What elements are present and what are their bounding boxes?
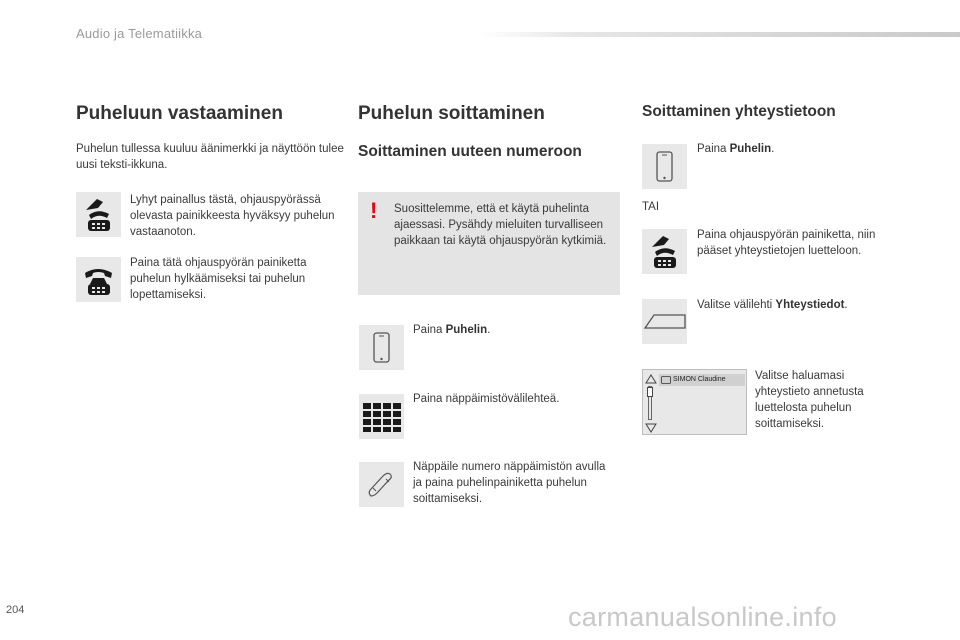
contacts-button-icon-box	[642, 229, 687, 274]
contacts-tab-step-text: Valitse välilehti Yhteystiedot.	[697, 299, 848, 311]
smartphone-icon	[642, 144, 687, 189]
phone-pickup-icon	[642, 229, 687, 274]
tab-shape-icon	[642, 299, 687, 344]
dial-step-text: Näppäile numero näppäimistön avulla ja paina puhelinpainiketta puhelun soittamiseksi.	[413, 461, 606, 505]
dial-button-icon-box	[359, 462, 404, 507]
heading-answer-call: Puheluun vastaaminen	[76, 103, 283, 124]
phone-tab-icon-box-3	[642, 144, 687, 189]
watermark: carmanualsonline.info	[568, 602, 837, 632]
heading-call-contact: Soittaminen yhteystietoon	[642, 103, 836, 120]
phone-tab-icon-box-2	[359, 325, 404, 370]
header-bar	[480, 32, 960, 37]
press-phone-text-2: Paina Puhelin.	[413, 324, 491, 336]
contact-name: SIMON Claudine	[673, 376, 726, 383]
keypad-icon	[359, 394, 404, 439]
contact-list-screen	[642, 369, 747, 435]
contacts-tab-icon-box	[642, 299, 687, 344]
subheading-new-number: Soittaminen uuteen numeroon	[358, 143, 582, 160]
page-number: 204	[6, 604, 25, 616]
contact-row	[659, 374, 745, 386]
heading-make-call: Puhelun soittaminen	[358, 103, 545, 124]
contact-card-icon	[661, 376, 671, 384]
scroll-up-icon	[645, 374, 657, 384]
select-contact-text: Valitse haluamasi yhteystieto annetusta luettelosta puhelun soittamiseksi.	[755, 370, 864, 430]
handset-outline-icon	[359, 462, 404, 507]
phone-hangup-icon	[76, 257, 121, 302]
smartphone-icon	[359, 325, 404, 370]
warning-icon: !	[370, 198, 378, 223]
reject-step-text: Paina tätä ohjauspyörän painiketta puhelun hylkäämiseksi tai puhelun lopettamiseksi.	[130, 257, 307, 301]
answer-step-text: Lyhyt painallus tästä, ohjauspyörässä olevasta painikkeesta hyväksyy puhelun vastaanoton.	[130, 194, 335, 238]
header-title: Audio ja Telematiikka	[76, 26, 203, 41]
keypad-tab-icon-box	[359, 394, 404, 439]
press-phone-text-3: Paina Puhelin.	[697, 143, 775, 155]
contacts-step-text: Paina ohjauspyörän painiketta, niin pääset yhteystietojen luetteloon.	[697, 229, 876, 257]
answer-button-icon-box	[76, 192, 121, 237]
or-text: TAI	[642, 201, 660, 213]
warning-text: Suosittelemme, että et käytä puhelinta ajaessasi. Pysähdy mieluiten turvalliseen paikkaan tai käytä ohjauspyörän kytkimiä.	[394, 203, 607, 247]
phone-pickup-icon	[76, 192, 121, 237]
keypad-step-text: Paina näppäimistövälilehteä.	[413, 393, 560, 405]
scrollbar-thumb	[647, 387, 653, 397]
scroll-down-icon	[645, 423, 657, 433]
answer-intro-text: Puhelun tullessa kuuluu äänimerkki ja näyttöön tulee uusi teksti-ikkuna.	[76, 143, 344, 171]
reject-button-icon-box	[76, 257, 121, 302]
